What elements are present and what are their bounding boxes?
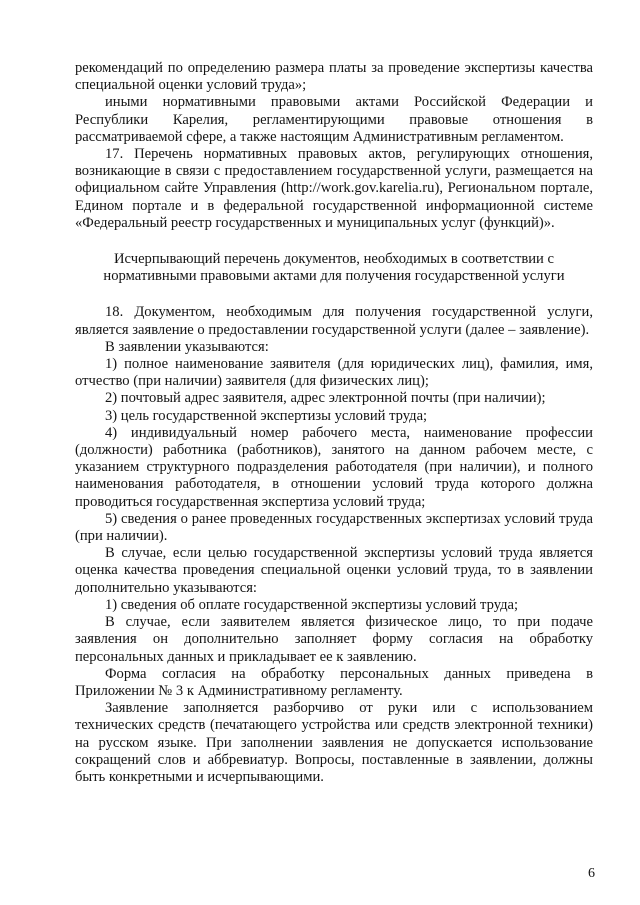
paragraph-continuation: рекомендаций по определению размера платы за проведение экспертизы качества специальной оценки условий труда»; [75,60,593,94]
list-item-2: 2) почтовый адрес заявителя, адрес электронной почты (при наличии); [105,390,546,407]
list-item-3: 3) цель государственной экспертизы условий труда; [105,407,428,424]
list-item-1: 1) полное наименование заявителя (для юридических лиц), фамилия, имя, отчество (при наличии) заявителя (для физических лиц); [75,356,593,390]
paragraph-filling-rules: Заявление заполняется разборчиво от руки или с использованием технических средств (печатающего устройства или средств электронной техники) на русском языке. При заполнении заявления не допускается использование сокращений слов и аббревиатур. Вопросы, поставленные в заявлении, должны быть конкретными и исчерпывающими. [75,700,593,785]
paragraph-quality-assessment: В случае, если целью государственной экспертизы условий труда является оценка качества проведения специальной оценки условий труда, то в заявлении дополнительно указываются: [75,545,593,596]
document-body [75,60,593,786]
list-item-5: 5) сведения о ранее проведенных государственных экспертизах условий труда (при наличии). [75,510,593,545]
paragraph-list-intro: В заявлении указываются: [105,338,269,355]
paragraph-individual: В случае, если заявителем является физическое лицо, то при подаче заявления он дополнительно заполняет форму согласия на обработку персональных данных и прикладывает ее к заявлению. [75,614,593,665]
page-number: 6 [588,866,595,881]
list-item-payment: 1) сведения об оплате государственной экспертизы условий труда; [105,596,519,613]
paragraph-item-17: 17. Перечень нормативных правовых актов, регулирующих отношения, возникающие в связи с предоставлением государственной услуги, размещается на официальном сайте Управления (http://work.gov.karelia.ru), Региональном портале, Едином портале и в федеральной государственной информационной системе «Федеральный реестр государственных и муниципальных услуг (функций)». [75,146,593,231]
paragraph-consent-form: Форма согласия на обработку персональных данных приведена в Приложении № 3 к Административному регламенту. [75,665,593,699]
section-heading: Исчерпывающий перечень документов, необходимых в соответствии с нормативными правовыми актами для получения государственной услуги [103,251,565,285]
list-item-4: 4) индивидуальный номер рабочего места, наименование профессии (должности) работника (работников), занятого на данном рабочем месте, с указанием структурного подразделения работодателя (при наличии), и полного наименования работодателя, в отношении условий труда которого должна проводиться государственная экспертиза условий труда; [75,424,593,510]
paragraph-other-acts: иными нормативными правовыми актами Российской Федерации и Республики Карелия, регламентирующими правовые отношения в рассматриваемой сфере, а также настоящим Административным регламентом. [75,94,593,145]
paragraph-item-18: 18. Документом, необходимым для получения государственной услуги, является заявление о предоставлении государственной услуги (далее – заявление). [75,304,593,338]
